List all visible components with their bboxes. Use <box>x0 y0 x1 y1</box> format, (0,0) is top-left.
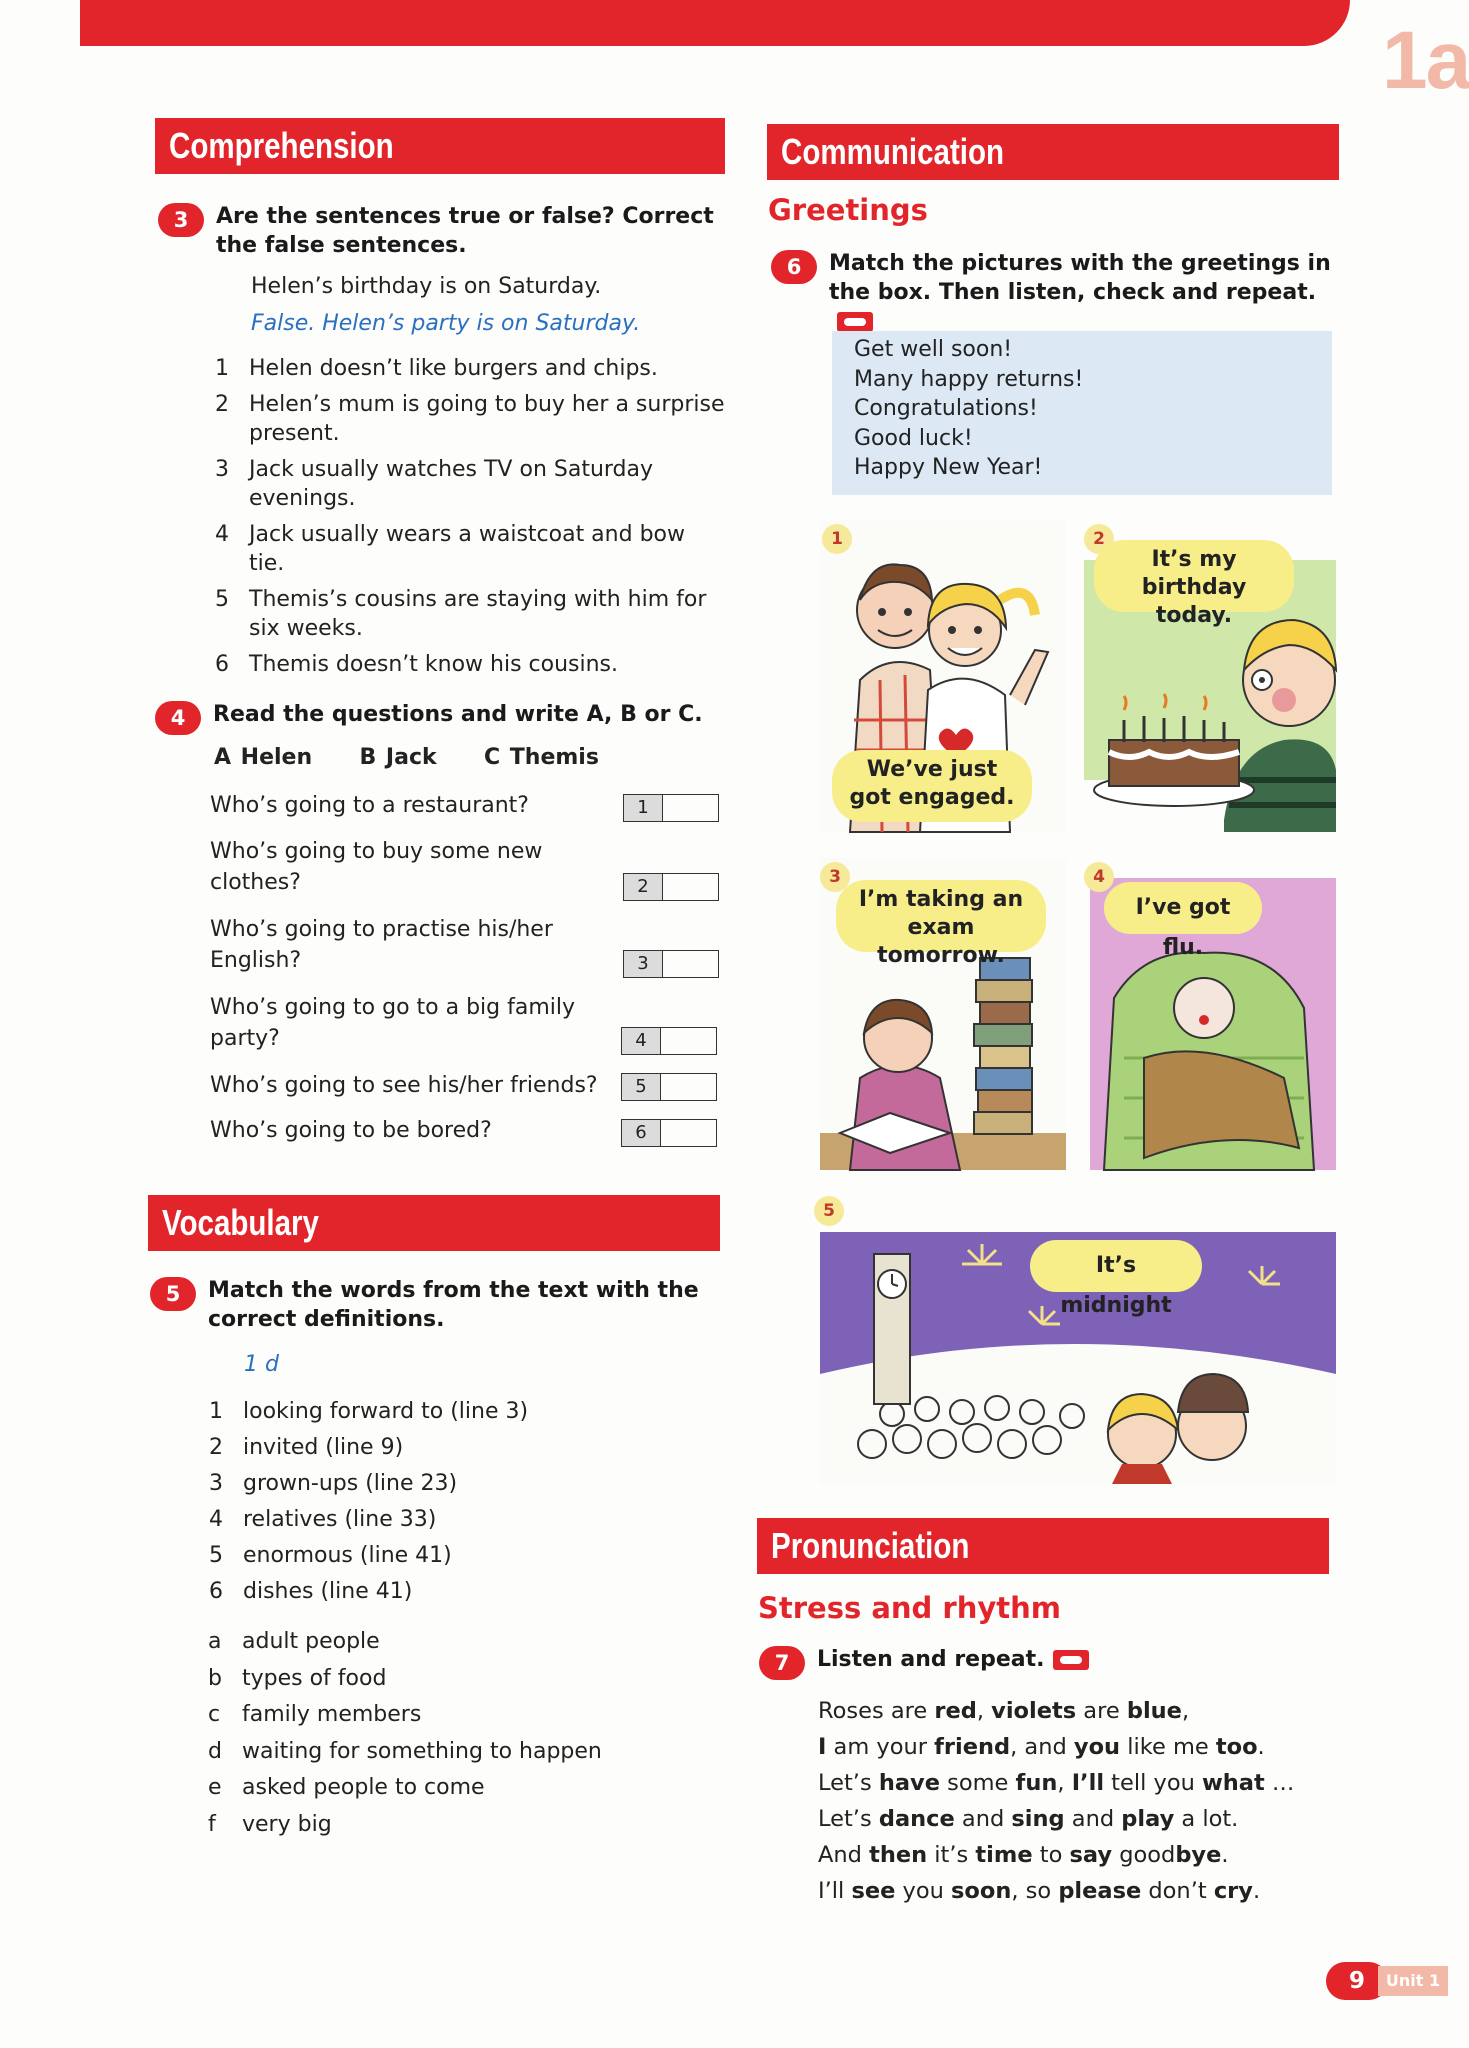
list-item: 2 invited (line 9) <box>209 1435 404 1460</box>
unstressed-text: . <box>1252 1878 1261 1904</box>
greeting-item: Happy New Year! <box>854 455 1043 480</box>
picture-2-birthday <box>1084 520 1336 832</box>
exercise-6-heading <box>771 249 1336 336</box>
picture-number: 5 <box>814 1196 844 1226</box>
list-item: 3 grown-ups (line 23) <box>209 1471 458 1496</box>
stressed-word: have <box>878 1770 940 1796</box>
answer-box[interactable]: 2 <box>623 873 719 901</box>
true-false-list <box>215 354 725 679</box>
list-item: 1 Helen doesn’t like burgers and chips. <box>215 356 658 381</box>
unstressed-text: are <box>1076 1698 1127 1724</box>
exercise-5-heading <box>150 1276 720 1334</box>
example-sentence: Helen’s birthday is on Saturday. <box>251 274 602 299</box>
list-item: 5 enormous (line 41) <box>209 1543 452 1568</box>
answer-box[interactable]: 1 <box>623 794 719 822</box>
example-answer: 1 d <box>244 1352 279 1377</box>
audio-cassette-icon[interactable] <box>1053 1650 1089 1670</box>
exercise-instruction: Listen and repeat. <box>817 1645 1089 1674</box>
exercise-instruction: Are the sentences true or false? Correct the false sentences. <box>216 204 714 258</box>
list-item: c family members <box>208 1702 422 1727</box>
picture-3-exam <box>820 858 1066 1170</box>
stressed-word: time <box>975 1842 1033 1868</box>
speech-bubble: I’m taking an exam tomorrow. <box>836 880 1046 952</box>
unstressed-text: … <box>1264 1770 1295 1796</box>
rhyme-line <box>818 1693 1294 1729</box>
pronunciation-heading: Pronunciation <box>757 1518 1329 1574</box>
list-item: a adult people <box>208 1629 380 1654</box>
greetings-box <box>832 331 1332 495</box>
unstressed-text: And <box>818 1842 870 1868</box>
audio-cassette-icon[interactable] <box>837 312 873 332</box>
rhyme-line <box>818 1873 1294 1909</box>
picture-number: 2 <box>1084 524 1114 554</box>
stressed-word: bye <box>1175 1842 1222 1868</box>
picture-number: 1 <box>822 524 852 554</box>
picture-1-engaged-couple <box>820 520 1066 832</box>
unstressed-text: you <box>895 1878 952 1904</box>
list-item: 5 Themis’s cousins are staying with him for six weeks. <box>215 587 707 641</box>
list-item: b types of food <box>208 1665 387 1691</box>
stressed-word: red <box>934 1698 977 1724</box>
exercise-number-badge: 7 <box>759 1646 805 1680</box>
greeting-item: Get well soon! <box>854 337 1013 362</box>
stressed-word: friend <box>934 1734 1011 1760</box>
exercise-instruction: Match the pictures with the greetings in the box. Then listen, check and repeat. <box>829 249 1336 336</box>
unstressed-text: a lot. <box>1174 1806 1239 1832</box>
unstressed-text: . <box>1257 1734 1265 1760</box>
stressed-word: fun <box>1015 1770 1058 1796</box>
definition-list <box>208 1624 708 1843</box>
unstressed-text: , <box>976 1698 992 1724</box>
unit-tag: 1a <box>1382 15 1469 106</box>
question-text: Who’s going to a restaurant? <box>210 793 529 818</box>
rhyme <box>818 1693 1294 1909</box>
list-item: 4 relatives (line 33) <box>209 1507 437 1532</box>
exercise-number-badge: 6 <box>771 250 817 284</box>
list-item: e asked people to come <box>208 1775 485 1800</box>
exercise-instruction: Read the questions and write A, B or C. <box>213 702 703 727</box>
option-c: C Themis <box>483 745 599 770</box>
stressed-word: I <box>818 1734 827 1760</box>
stressed-word: too <box>1215 1734 1258 1760</box>
unstressed-text: some <box>939 1770 1016 1796</box>
exercise-number-badge: 4 <box>155 701 201 735</box>
speech-bubble: I’ve got flu. <box>1104 882 1262 934</box>
unstressed-text: . <box>1221 1842 1229 1868</box>
communication-heading: Communication <box>767 124 1339 180</box>
stressed-word: please <box>1058 1878 1142 1904</box>
option-a: A Helen <box>214 745 313 770</box>
rhyme-line <box>818 1729 1294 1765</box>
greeting-item: Good luck! <box>854 425 973 451</box>
stressed-word: violets <box>991 1698 1077 1724</box>
unstressed-text: , so <box>1011 1878 1059 1904</box>
unstressed-text: and <box>954 1806 1012 1832</box>
question-text: Who’s going to go to a big family party? <box>210 995 576 1051</box>
unstressed-text: to <box>1032 1842 1070 1868</box>
exercise-instruction: Match the words from the text with the correct definitions. <box>208 1278 699 1332</box>
list-item: f very big <box>208 1811 332 1837</box>
exercise-3-heading <box>158 202 728 260</box>
unit-label: Unit 1 <box>1378 1966 1448 1996</box>
picture-5-midnight <box>812 1194 1336 1484</box>
picture-4-flu <box>1084 858 1336 1170</box>
unstressed-text: and <box>1064 1806 1122 1832</box>
answer-box[interactable]: 4 <box>621 1027 717 1055</box>
option-b: B Jack <box>359 745 437 770</box>
picture-number: 4 <box>1084 862 1114 892</box>
unstressed-text: , <box>1057 1770 1072 1796</box>
unstressed-text: good <box>1112 1842 1176 1868</box>
unstressed-text: Let’s <box>818 1806 879 1832</box>
unstressed-text: are <box>883 1698 935 1724</box>
unstressed-text: am your <box>826 1734 935 1760</box>
top-banner <box>80 0 1350 46</box>
unstressed-text: it’s <box>927 1842 976 1868</box>
stressed-word: soon <box>951 1878 1012 1904</box>
greeting-item: Many happy returns! <box>854 366 1084 392</box>
stressed-word: then <box>869 1842 928 1868</box>
stressed-word: dance <box>878 1806 955 1832</box>
unstressed-text: , <box>1181 1698 1190 1724</box>
example-answer: False. Helen’s party is on Saturday. <box>251 311 641 336</box>
stressed-word: I’ll <box>1071 1770 1105 1796</box>
stressed-word: sing <box>1011 1806 1065 1832</box>
stressed-word: see <box>851 1878 896 1904</box>
picture-number: 3 <box>820 862 850 892</box>
stressed-word: cry <box>1213 1878 1253 1904</box>
exercise-number-badge: 3 <box>158 203 204 237</box>
answer-options <box>214 743 599 773</box>
comprehension-heading: Comprehension <box>155 118 725 174</box>
stressed-word: say <box>1069 1842 1113 1868</box>
greeting-item: Congratulations! <box>854 396 1038 421</box>
question-text: Who’s going to practise his/her English? <box>210 917 553 973</box>
speech-bubble: It’s my birthday today. <box>1094 540 1294 612</box>
answer-box[interactable]: 6 <box>621 1119 717 1147</box>
list-item: 1 looking forward to (line 3) <box>209 1399 529 1424</box>
question-text: Who’s going to be bored? <box>210 1118 492 1143</box>
rhyme-line <box>818 1837 1294 1873</box>
unstressed-text: , and <box>1010 1734 1074 1760</box>
exercise-7-heading <box>759 1645 1324 1680</box>
list-item: 4 Jack usually wears a waistcoat and bow tie. <box>215 522 685 576</box>
stressed-word: you <box>1073 1734 1121 1760</box>
exercise-4-heading <box>155 700 725 735</box>
rhyme-line <box>818 1765 1294 1801</box>
unstressed-text: like me <box>1120 1734 1216 1760</box>
stressed-word: play <box>1121 1806 1175 1832</box>
page-number: 9 <box>1326 1962 1388 2000</box>
unstressed-text: Let’s <box>818 1770 879 1796</box>
stressed-word: blue <box>1126 1698 1182 1724</box>
midnight-illustration <box>812 1194 1336 1484</box>
vocabulary-heading: Vocabulary <box>148 1195 720 1251</box>
rhyme-line <box>818 1801 1294 1837</box>
speech-bubble: We’ve just got engaged. <box>832 750 1032 822</box>
stress-rhythm-subheading: Stress and rhythm <box>758 1591 1061 1625</box>
unstressed-text: Roses <box>818 1698 884 1724</box>
exercise-number-badge: 5 <box>150 1277 196 1311</box>
stressed-word: what <box>1202 1770 1265 1796</box>
unstressed-text: tell you <box>1104 1770 1202 1796</box>
speech-bubble: It’s midnight <box>1030 1240 1202 1292</box>
question-text: Who’s going to see his/her friends? <box>210 1073 598 1098</box>
list-item: 2 Helen’s mum is going to buy her a surprise present. <box>215 392 725 446</box>
unstressed-text: I’ll <box>818 1878 852 1904</box>
list-item: 3 Jack usually watches TV on Saturday evenings. <box>215 457 654 511</box>
list-item: d waiting for something to happen <box>208 1738 602 1764</box>
list-item: 6 dishes (line 41) <box>209 1579 413 1604</box>
list-item: 6 Themis doesn’t know his cousins. <box>215 652 619 677</box>
answer-box[interactable]: 5 <box>621 1073 717 1101</box>
vocabulary-word-list <box>209 1394 709 1610</box>
answer-box[interactable]: 3 <box>623 950 719 978</box>
question-text: Who’s going to buy some new clothes? <box>210 839 543 895</box>
greetings-subheading: Greetings <box>768 193 928 227</box>
unstressed-text: don’t <box>1141 1878 1214 1904</box>
